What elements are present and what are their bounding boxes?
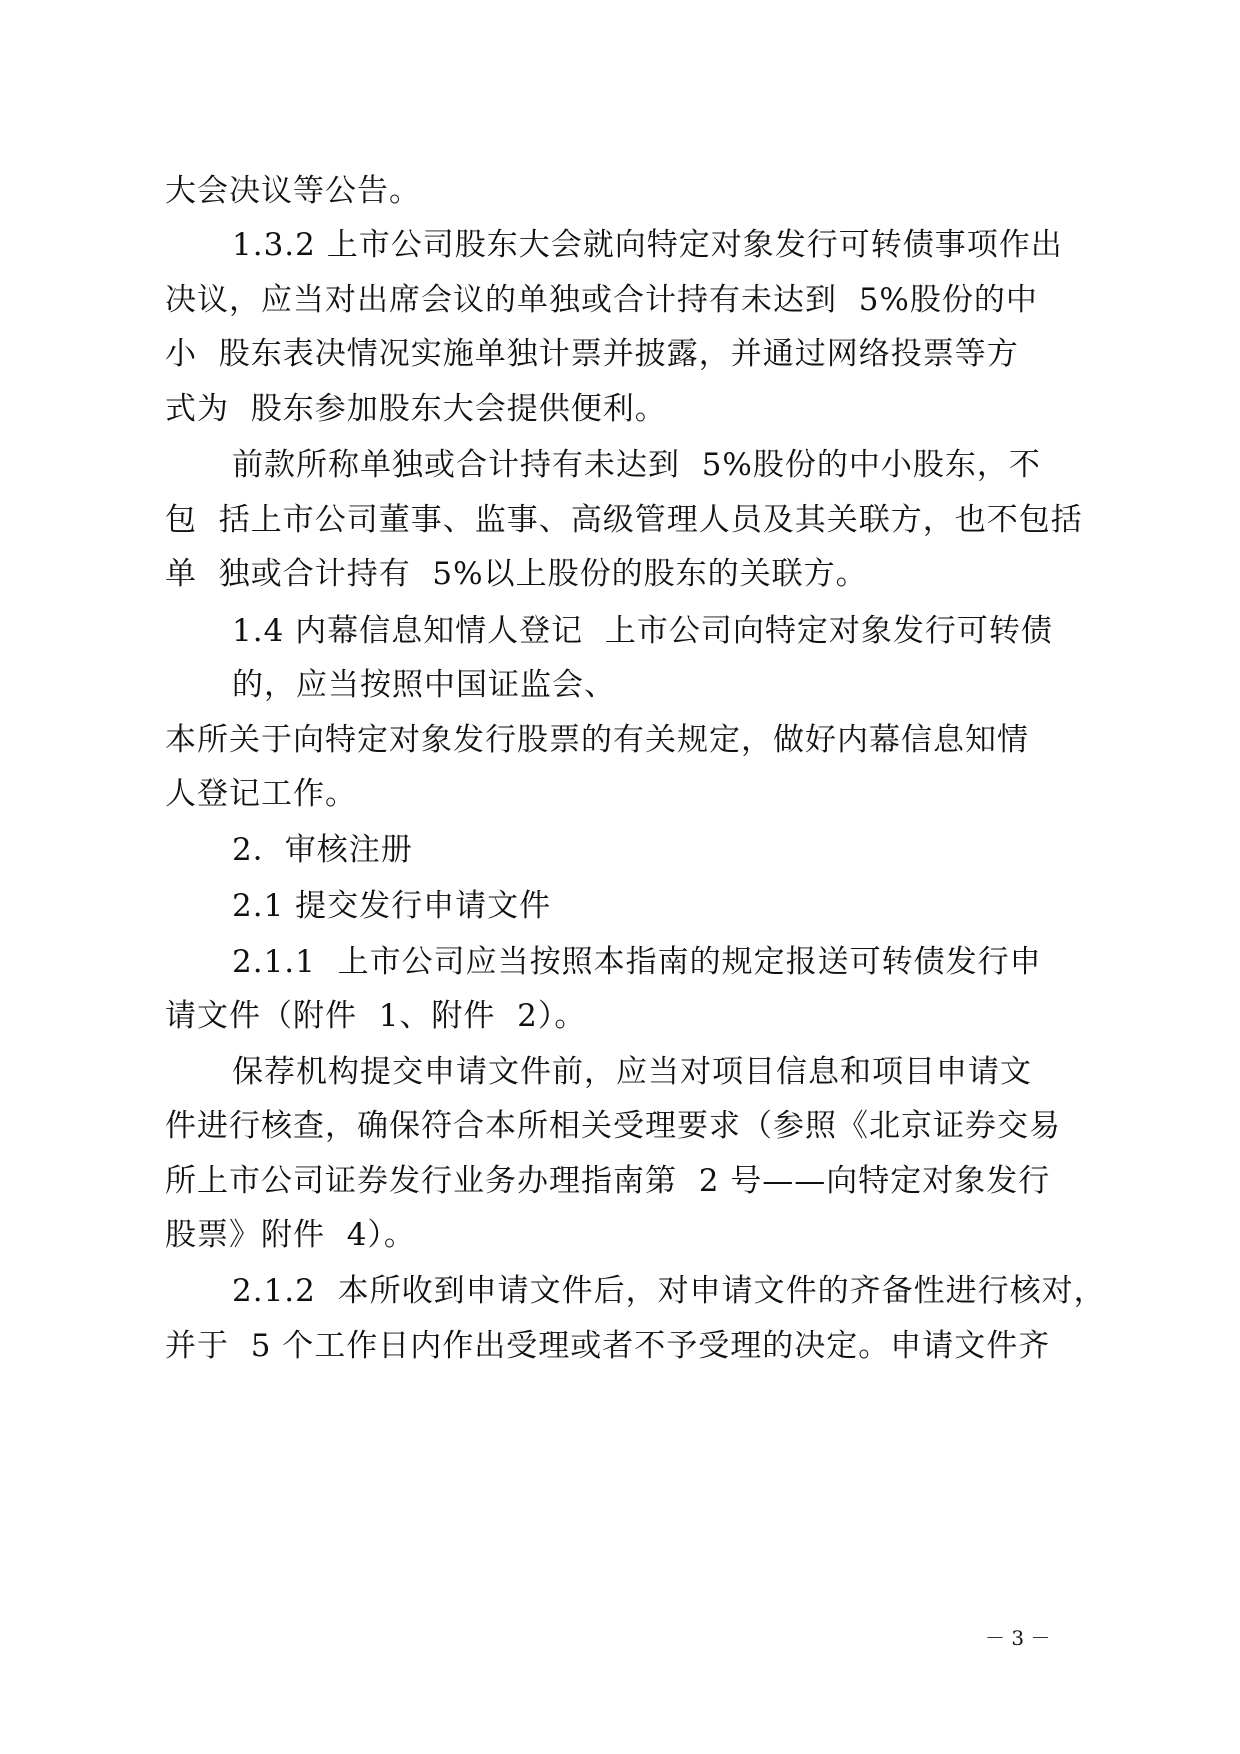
text-line: 前款所称单独或合计持有未达到 5%股份的中小股东，不 — [232, 447, 1041, 483]
text-line: 本所关于向特定对象发行股票的有关规定，做好内幕信息知情 — [165, 722, 1029, 758]
section-heading: 1.4 内幕信息知情人登记 上市公司向特定对象发行可转债 — [232, 613, 1053, 649]
section-heading: 2．审核注册 — [232, 832, 413, 868]
text-line: 1.3.2 上市公司股东大会就向特定对象发行可转债事项作出 — [232, 227, 1063, 263]
text-line: 请文件（附件 1、附件 2）。 — [165, 998, 587, 1034]
text-line: 单 独或合计持有 5%以上股份的股东的关联方。 — [165, 556, 868, 592]
text-line: 人登记工作。 — [165, 776, 357, 812]
text-line: 式为 股东参加股东大会提供便利。 — [165, 391, 667, 427]
text-line: 并于 5 个工作日内作出受理或者不予受理的决定。申请文件齐 — [165, 1328, 1051, 1364]
section-heading: 2.1 提交发行申请文件 — [232, 888, 552, 924]
text-line: 保荐机构提交申请文件前，应当对项目信息和项目申请文 — [232, 1054, 1032, 1090]
page-number: － 3 － — [985, 1626, 1051, 1650]
text-line: 包 括上市公司董事、监事、高级管理人员及其关联方，也不包括 — [165, 502, 1083, 538]
text-line: 的，应当按照中国证监会、 — [232, 667, 616, 703]
text-line: 小 股东表决情况实施单独计票并披露，并通过网络投票等方 — [165, 336, 1019, 372]
text-line: 股票》附件 4）。 — [165, 1217, 416, 1253]
text-line: 件进行核查，确保符合本所相关受理要求（参照《北京证券交易 — [165, 1108, 1061, 1144]
text-line: 决议，应当对出席会议的单独或合计持有未达到 5%股份的中 — [165, 282, 1038, 318]
text-line: 2.1.2 本所收到申请文件后，对申请文件的齐备性进行核对， — [232, 1273, 1106, 1309]
text-line: 大会决议等公告。 — [165, 173, 421, 209]
text-line: 所上市公司证券发行业务办理指南第 2 号——向特定对象发行 — [165, 1163, 1051, 1199]
text-line: 2.1.1 上市公司应当按照本指南的规定报送可转债发行申 — [232, 944, 1042, 980]
